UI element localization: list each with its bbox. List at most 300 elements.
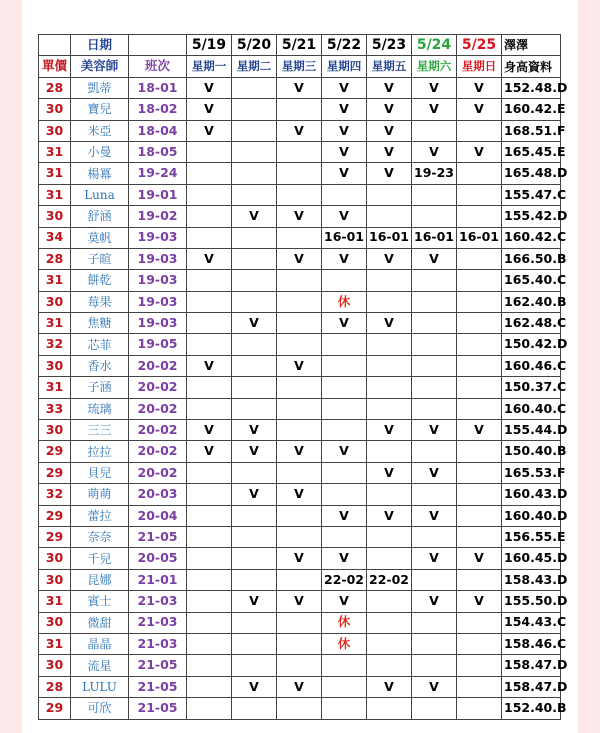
table-row [39,227,561,248]
stylist-name-cell: 子涵 [71,377,129,398]
day-cell [232,334,277,355]
shift-cell: 21-05 [129,676,187,697]
day-cell [277,462,322,483]
measure-cell: 150.42.D [502,334,561,355]
table-row [39,291,561,312]
measure-cell: 158.43.D [502,569,561,590]
day-cell: V [367,420,412,441]
day-cell [457,505,502,526]
measure-cell: 155.44.D [502,420,561,441]
day-cell [277,420,322,441]
date-header: 5/23 [367,35,412,56]
price-cell: 30 [39,420,71,441]
measure-cell: 156.55.E [502,526,561,547]
day-cell [232,462,277,483]
day-cell [457,270,502,291]
price-label: 單價 [39,56,71,77]
table-row [39,676,561,697]
date-label: 日期 [71,35,129,56]
day-cell: V [412,462,457,483]
stylist-name-cell: Luna [71,184,129,205]
price-cell: 32 [39,334,71,355]
price-cell: 29 [39,462,71,483]
day-cell: V [187,120,232,141]
day-cell: V [412,548,457,569]
day-cell: V [322,548,367,569]
shift-cell: 18-05 [129,141,187,162]
day-cell: V [232,441,277,462]
day-cell: 16-01 [457,227,502,248]
day-cell [277,398,322,419]
weekday-header: 星期五 [367,56,412,77]
day-cell [412,612,457,633]
stylist-name-cell: 萌萌 [71,484,129,505]
day-cell: 22-02 [322,569,367,590]
measure-cell: 160.45.D [502,548,561,569]
day-cell [367,484,412,505]
day-cell [187,141,232,162]
day-cell: V [187,77,232,98]
stylist-label: 美容師 [71,56,129,77]
day-cell [187,291,232,312]
day-cell [412,120,457,141]
measure-cell: 155.50.D [502,591,561,612]
price-cell: 30 [39,206,71,227]
day-cell: V [412,248,457,269]
day-cell [277,313,322,334]
day-cell [232,291,277,312]
day-cell [412,569,457,590]
day-cell [412,698,457,719]
weekday-header: 星期一 [187,56,232,77]
day-cell [187,655,232,676]
schedule-table [38,34,568,720]
table-row [39,355,561,376]
table-row [39,633,561,654]
day-cell [367,548,412,569]
day-cell: V [322,248,367,269]
day-cell [232,398,277,419]
measure-cell: 165.45.E [502,141,561,162]
day-cell [457,526,502,547]
measure-cell: 158.46.C [502,633,561,654]
table-row [39,334,561,355]
shift-cell: 18-02 [129,99,187,120]
weekday-header: 星期三 [277,56,322,77]
stylist-name-cell: 餅乾 [71,270,129,291]
day-cell [412,184,457,205]
shift-cell: 21-01 [129,569,187,590]
stylist-name-cell: 流星 [71,655,129,676]
stylist-name-cell: 芯菲 [71,334,129,355]
day-cell: V [367,163,412,184]
day-cell: 19-23 [412,163,457,184]
stylist-name-cell: 三三 [71,420,129,441]
shift-cell: 20-02 [129,462,187,483]
measure-cell: 166.50.B [502,248,561,269]
day-cell [457,120,502,141]
day-cell: V [412,676,457,697]
day-cell [187,398,232,419]
day-cell [412,313,457,334]
day-cell [322,334,367,355]
shift-cell: 19-03 [129,313,187,334]
table-row [39,184,561,205]
measure-cell: 160.42.E [502,99,561,120]
shift-cell: 20-03 [129,484,187,505]
day-cell: V [457,141,502,162]
day-cell: V [232,676,277,697]
day-cell [277,334,322,355]
day-cell [232,120,277,141]
shift-cell: 21-03 [129,633,187,654]
day-cell [367,184,412,205]
shift-cell: 21-03 [129,612,187,633]
day-cell [232,227,277,248]
day-cell [412,206,457,227]
day-cell: V [457,99,502,120]
day-cell [412,398,457,419]
day-cell: V [367,141,412,162]
stylist-name-cell: 賓士 [71,591,129,612]
day-cell [457,676,502,697]
day-cell [187,526,232,547]
day-cell [322,270,367,291]
day-cell [187,377,232,398]
table-row [39,484,561,505]
day-cell [187,676,232,697]
day-cell [322,698,367,719]
shift-cell: 20-02 [129,355,187,376]
day-cell [322,420,367,441]
day-cell [187,505,232,526]
price-cell: 31 [39,591,71,612]
stylist-name-cell: 千兒 [71,548,129,569]
schedule-sheet [22,0,578,733]
shift-cell: 21-03 [129,591,187,612]
day-cell [187,612,232,633]
day-cell [322,526,367,547]
day-cell [232,270,277,291]
day-cell [187,484,232,505]
day-cell [187,227,232,248]
day-cell: V [187,420,232,441]
day-cell: V [277,77,322,98]
shift-cell: 19-03 [129,270,187,291]
day-cell: V [367,99,412,120]
day-cell [277,99,322,120]
price-cell: 33 [39,398,71,419]
price-cell: 34 [39,227,71,248]
table-row [39,248,561,269]
date-header: 5/22 [322,35,367,56]
day-cell [232,355,277,376]
price-cell: 31 [39,270,71,291]
day-cell: V [232,206,277,227]
shift-cell: 21-05 [129,655,187,676]
stylist-name-cell: 奈奈 [71,526,129,547]
day-cell: V [322,441,367,462]
day-cell [232,505,277,526]
day-cell [322,676,367,697]
day-cell [412,377,457,398]
table-row [39,377,561,398]
day-cell [277,291,322,312]
day-cell: V [412,420,457,441]
day-cell [187,163,232,184]
day-cell [412,355,457,376]
day-cell: V [322,505,367,526]
day-cell [367,270,412,291]
table-row [39,505,561,526]
header-row-dates [39,35,561,56]
day-cell [232,248,277,269]
day-cell [367,355,412,376]
price-cell: 30 [39,655,71,676]
table-row [39,163,561,184]
day-cell: V [187,441,232,462]
day-cell: V [367,505,412,526]
day-cell: V [322,206,367,227]
day-cell: V [322,120,367,141]
day-cell [322,355,367,376]
day-cell: V [187,99,232,120]
measure-cell: 160.40.C [502,398,561,419]
day-cell [412,633,457,654]
table-row [39,270,561,291]
shift-cell: 21-05 [129,698,187,719]
day-cell [322,377,367,398]
shift-cell: 18-01 [129,77,187,98]
day-cell: V [277,484,322,505]
day-cell [367,655,412,676]
shift-cell: 20-02 [129,441,187,462]
day-cell [457,163,502,184]
header-empty-cell [129,35,187,56]
stylist-name-cell: 小曼 [71,141,129,162]
day-cell: V [412,591,457,612]
date-header: 5/19 [187,35,232,56]
day-cell [232,612,277,633]
day-cell [457,462,502,483]
day-cell [232,655,277,676]
day-cell: 22-02 [367,569,412,590]
day-cell [457,698,502,719]
day-cell [232,377,277,398]
measure-cell: 152.40.B [502,698,561,719]
stylist-name-cell: 琉璃 [71,398,129,419]
weekday-header: 星期四 [322,56,367,77]
day-cell [187,184,232,205]
price-cell: 28 [39,248,71,269]
day-cell [367,398,412,419]
day-cell [187,548,232,569]
price-cell: 29 [39,698,71,719]
day-cell [367,334,412,355]
day-cell [232,569,277,590]
day-cell: V [322,141,367,162]
day-cell: V [277,355,322,376]
day-cell [457,313,502,334]
shift-cell: 19-24 [129,163,187,184]
stylist-name-cell: 寶兒 [71,99,129,120]
day-cell: V [457,591,502,612]
day-cell [322,462,367,483]
day-cell: V [457,77,502,98]
day-cell [277,698,322,719]
day-cell [412,484,457,505]
day-cell [367,698,412,719]
day-cell: V [457,548,502,569]
day-cell: 休 [322,612,367,633]
shift-cell: 20-04 [129,505,187,526]
shift-cell: 20-02 [129,398,187,419]
shift-cell: 19-01 [129,184,187,205]
shift-cell: 19-03 [129,291,187,312]
day-cell [277,163,322,184]
day-cell [277,633,322,654]
table-row [39,462,561,483]
day-cell: V [187,248,232,269]
day-cell: 16-01 [322,227,367,248]
date-header-saturday: 5/24 [412,35,457,56]
table-row [39,206,561,227]
date-header: 5/21 [277,35,322,56]
price-cell: 30 [39,548,71,569]
measure-cell: 150.37.C [502,377,561,398]
shift-cell: 20-05 [129,548,187,569]
price-cell: 30 [39,612,71,633]
day-cell [457,398,502,419]
measure-cell: 165.40.C [502,270,561,291]
day-cell [412,270,457,291]
day-cell [187,334,232,355]
day-cell [277,655,322,676]
measure-cell: 154.43.C [502,612,561,633]
day-cell: V [232,313,277,334]
table-row [39,120,561,141]
day-cell [232,99,277,120]
table-row [39,655,561,676]
day-cell [457,633,502,654]
day-cell [232,526,277,547]
stylist-name-cell: 拉拉 [71,441,129,462]
day-cell [277,612,322,633]
day-cell: V [277,120,322,141]
measure-cell: 162.48.C [502,313,561,334]
day-cell: 休 [322,291,367,312]
price-cell: 28 [39,77,71,98]
stylist-name-cell: 微甜 [71,612,129,633]
shift-cell: 19-02 [129,206,187,227]
measure-cell: 155.47.C [502,184,561,205]
weekday-header-saturday: 星期六 [412,56,457,77]
day-cell [367,206,412,227]
day-cell: V [367,676,412,697]
measure-cell: 150.40.B [502,441,561,462]
shift-cell: 19-05 [129,334,187,355]
day-cell [322,655,367,676]
stylist-name-cell: LULU [71,676,129,697]
day-cell: V [322,591,367,612]
measure-cell: 158.47.D [502,676,561,697]
table-row [39,612,561,633]
day-cell [412,334,457,355]
measure-cell: 162.40.B [502,291,561,312]
stylist-name-cell: 昆娜 [71,569,129,590]
day-cell: V [187,355,232,376]
measure-cell: 160.40.D [502,505,561,526]
day-cell [232,77,277,98]
measure-cell: 160.43.D [502,484,561,505]
day-cell [322,484,367,505]
day-cell [277,184,322,205]
day-cell [277,141,322,162]
weekday-header-sunday: 星期日 [457,56,502,77]
table-row [39,441,561,462]
price-cell: 30 [39,355,71,376]
price-cell: 30 [39,291,71,312]
price-cell: 29 [39,505,71,526]
price-cell: 29 [39,441,71,462]
table-row [39,591,561,612]
measure-cell: 165.48.D [502,163,561,184]
day-cell [277,569,322,590]
day-cell [277,270,322,291]
day-cell [457,355,502,376]
day-cell: V [322,313,367,334]
day-cell [412,655,457,676]
stylist-name-cell: 楊冪 [71,163,129,184]
day-cell: V [277,441,322,462]
day-cell [412,291,457,312]
table-row [39,141,561,162]
day-cell [457,484,502,505]
schedule-body [39,35,568,720]
day-cell [457,441,502,462]
price-cell: 30 [39,569,71,590]
day-cell: V [277,676,322,697]
stylist-name-cell: 舒涵 [71,206,129,227]
day-cell [457,291,502,312]
day-cell: 16-01 [367,227,412,248]
stylist-name-cell: 晶晶 [71,633,129,654]
stylist-name-cell: 莓果 [71,291,129,312]
measure-cell: 165.53.F [502,462,561,483]
day-cell: V [232,484,277,505]
day-cell [187,569,232,590]
price-cell: 31 [39,377,71,398]
day-cell [367,291,412,312]
day-cell: V [232,591,277,612]
day-cell: 16-01 [412,227,457,248]
day-cell [187,591,232,612]
day-cell [232,163,277,184]
day-cell [367,612,412,633]
date-header-sunday: 5/25 [457,35,502,56]
day-cell [187,313,232,334]
day-cell [187,462,232,483]
day-cell: V [277,591,322,612]
day-cell [277,526,322,547]
day-cell: V [367,120,412,141]
day-cell [367,441,412,462]
stylist-name-cell: 可欣 [71,698,129,719]
day-cell [322,398,367,419]
measure-cell: 152.48.D [502,77,561,98]
measure-cell: 158.47.D [502,655,561,676]
table-row [39,569,561,590]
